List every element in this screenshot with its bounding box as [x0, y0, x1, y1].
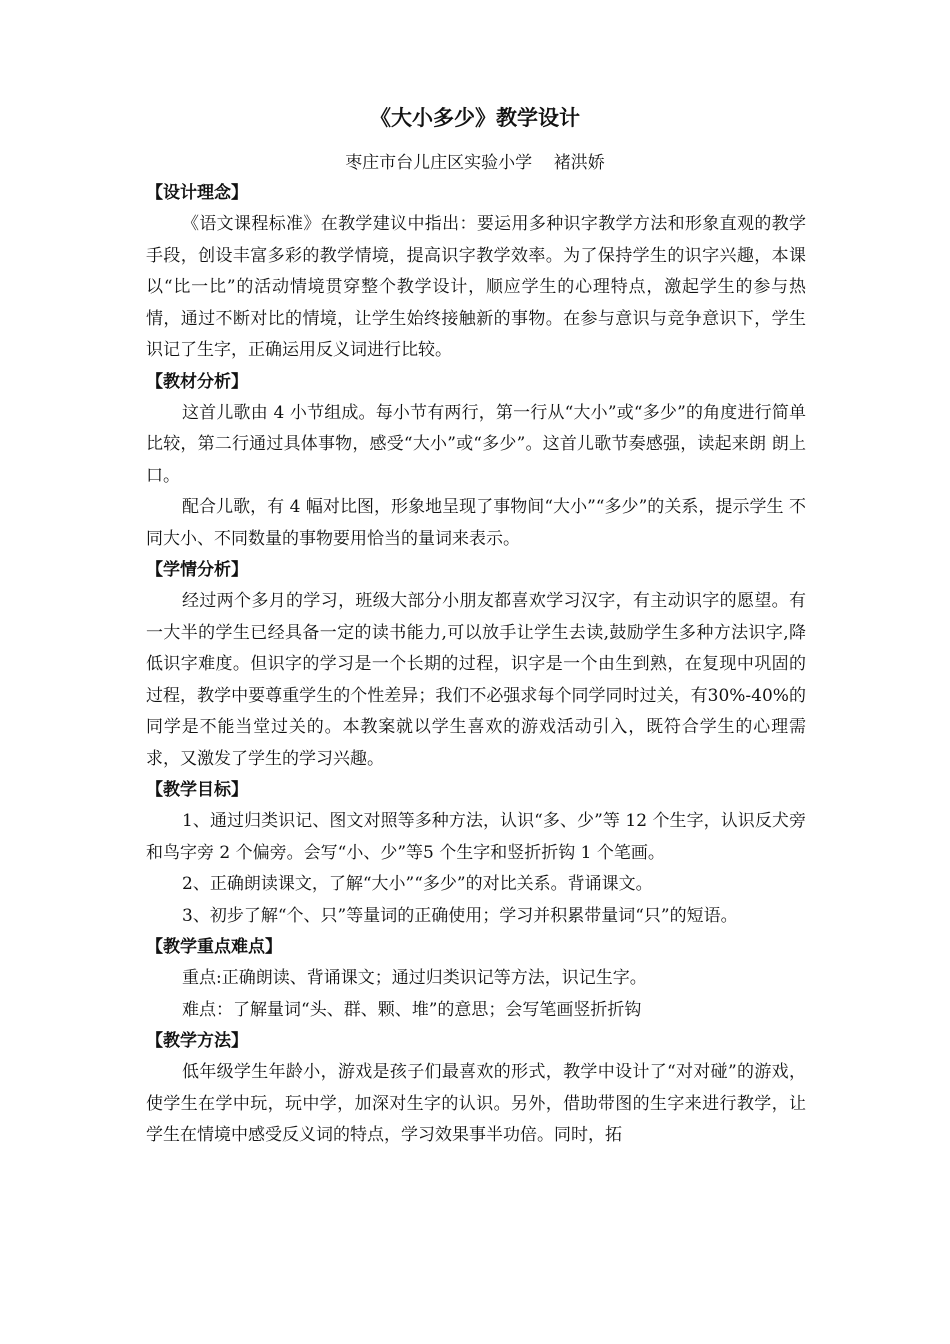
section-textbook-analysis — [146, 367, 806, 556]
paragraph: 《语文课程标准》在教学建议中指出：要运用多种识字教学方法和形象直观的教学手段，创设丰富多彩的教学情境，提高识字教学效率。为了保持学生的识字兴趣，本课以“比一比”的活动情境贯穿整个教学设计，顺应学生的心理特点，激起学生的参与热情，通过不断对比的情境，让学生始终接触新的事物。在参与意识与竞争意识下，学生识记了生字，正确运用反义词进行比较。 — [146, 214, 806, 360]
section-heading: 【学情分析】 — [146, 560, 248, 580]
section-student-analysis — [146, 555, 806, 775]
paragraph: 难点：了解量词“头、群、颗、堆”的意思；会写笔画竖折折钩 — [182, 999, 642, 1020]
paragraph: 配合儿歌，有 4 幅对比图，形象地呈现了事物间“大小”“多少”的关系，提示学生 不同大小、不同数量的事物要用恰当的量词来表示。 — [146, 497, 806, 549]
section-heading: 【教学方法】 — [146, 1031, 248, 1051]
paragraph: 1、通过归类识记、图文对照等多种方法，认识“多、少”等 12 个生字，认识反犬旁 和鸟字旁 2 个偏旁。会写“小、少”等5 个生字和竖折折钩 1 个笔画。 — [146, 811, 812, 863]
paragraph: 2、正确朗读课文，了解“大小”“多少”的对比关系。背诵课文。 — [182, 874, 653, 894]
section-teaching-goals — [146, 775, 812, 932]
section-teaching-methods — [146, 1026, 806, 1152]
section-design-concept — [146, 178, 806, 367]
section-key-points — [146, 932, 806, 1026]
paragraph: 重点:正确朗读、背诵课文；通过归类识记等方法，识记生字。 — [182, 968, 647, 988]
document-author: 枣庄市台儿庄区实验小学 褚洪娇 — [345, 153, 605, 173]
section-heading: 【设计理念】 — [146, 183, 248, 203]
paragraph: 这首儿歌由 4 小节组成。每小节有两行，第一行从“大小”或“多少”的角度进行简单比较，第二行通过具体事物，感受“大小”或“多少”。这首儿歌节奏感强，读起来朗 朗上口。 — [146, 402, 806, 486]
paragraph: 低年级学生年龄小，游戏是孩子们最喜欢的形式，教学中设计了“对对碰”的游戏，使学生在学中玩，玩中学，加深对生字的认识。另外，借助带图的生字来进行教学，让学生在情境中感受反义词的特点，学习效果事半功倍。同时，拓 — [146, 1062, 806, 1145]
document-title: 《大小多少》教学设计 — [370, 106, 580, 130]
document-body — [146, 178, 812, 1152]
section-heading: 【教材分析】 — [146, 371, 248, 392]
section-heading: 【教学重点难点】 — [146, 937, 282, 957]
paragraph: 经过两个多月的学习，班级大部分小朋友都喜欢学习汉字，有主动识字的愿望。有一大半的学生已经具备一定的读书能力,可以放手让学生去读,鼓励学生多种方法识字,降低识字难度。但识字的学习是一个长期的过程，识字是一个由生到熟，在复现中巩固的过程，教学中要尊重学生的个性差异；我们不必强求每个同学同时过关，有30%-40%的同学是不能当堂过关的。本教案就以学生喜欢的游戏活动引入，既符合学生的心理需求，又激发了学生的学习兴趣。 — [146, 591, 806, 769]
section-heading: 【教学目标】 — [146, 780, 248, 800]
paragraph: 3、初步了解“个、只”等量词的正确使用；学习并积累带量词“只”的短语。 — [182, 905, 738, 926]
